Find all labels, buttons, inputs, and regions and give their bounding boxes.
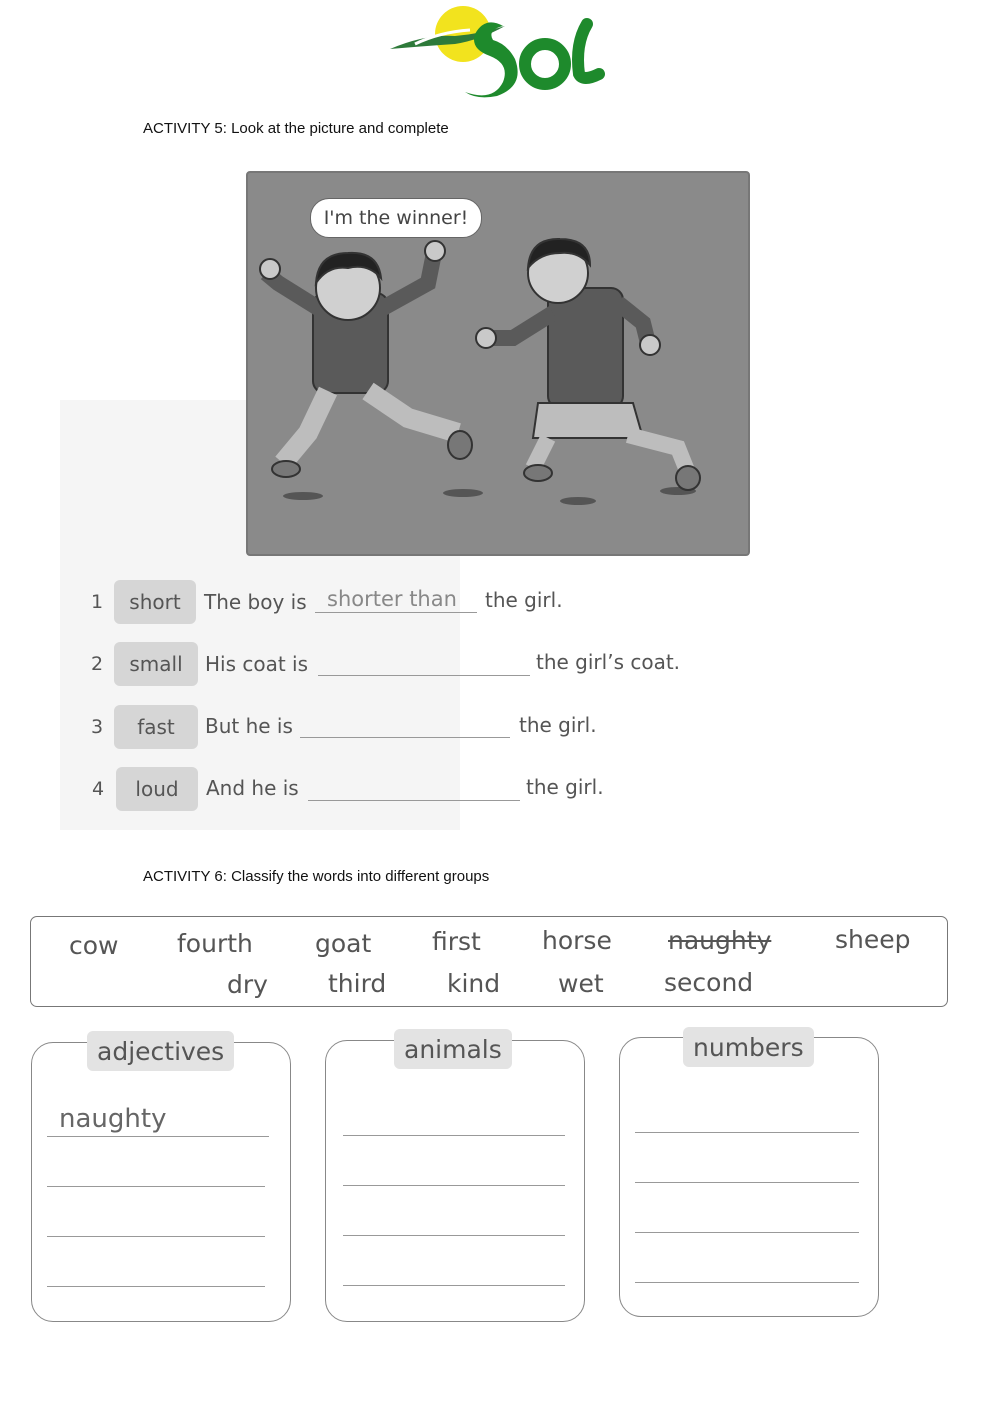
word-bank-item: horse: [542, 926, 612, 955]
animals-group-title: animals: [394, 1029, 512, 1069]
answer-line: [47, 1236, 265, 1237]
answer-line: [343, 1135, 565, 1136]
word-bank-item: first: [432, 927, 481, 956]
adjectives-group-box: [31, 1042, 291, 1322]
sentence-end: the girl.: [519, 713, 597, 737]
sentence-end: the girl.: [485, 588, 563, 612]
adjective-tag: fast: [114, 705, 198, 749]
adjectives-group-title: adjectives: [87, 1031, 234, 1071]
answer-line: [315, 612, 477, 613]
word-bank-item: wet: [558, 969, 604, 998]
group-answer[interactable]: naughty: [59, 1104, 167, 1134]
sentence-start: But he is: [205, 714, 293, 738]
answer-line: [47, 1286, 265, 1287]
adjective-tag: loud: [116, 767, 198, 811]
answer-line: [47, 1186, 265, 1187]
adjective-tag: short: [114, 580, 196, 624]
answer-line: [635, 1182, 859, 1183]
sentence-end: the girl.: [526, 775, 604, 799]
girl-figure: [476, 239, 700, 490]
answer-line: [635, 1282, 859, 1283]
answer-line: [343, 1235, 565, 1236]
word-bank-item: cow: [69, 931, 119, 960]
exercise-number: 1: [90, 591, 104, 613]
answer-line: [343, 1185, 565, 1186]
answer-line: [47, 1136, 269, 1137]
word-bank-item-crossed: naughty: [668, 926, 772, 955]
sentence-start: The boy is: [204, 590, 307, 614]
answer-line: [308, 800, 520, 801]
speech-bubble: I'm the winner!: [310, 198, 482, 238]
answer-line: [318, 675, 530, 676]
sol-logo: [385, 4, 610, 104]
word-bank-item: dry: [227, 970, 268, 999]
sentence-start: His coat is: [205, 652, 309, 676]
word-bank-item: second: [664, 968, 754, 997]
exercise-number: 2: [90, 653, 104, 675]
word-bank-item: kind: [447, 969, 501, 998]
sentence-start: And he is: [206, 776, 299, 800]
sentence-end: the girl’s coat.: [536, 650, 681, 674]
word-bank-item: sheep: [835, 925, 911, 954]
answer-field[interactable]: shorter than: [327, 587, 457, 611]
answer-line: [343, 1285, 565, 1286]
numbers-group-box: [619, 1037, 879, 1317]
exercise-number: 4: [91, 778, 105, 800]
word-bank-item: fourth: [177, 929, 253, 958]
word-bank-item: goat: [315, 929, 372, 958]
adjective-tag: small: [114, 642, 198, 686]
boy-figure: [260, 241, 472, 477]
answer-line: [300, 737, 510, 738]
animals-group-box: [325, 1040, 585, 1322]
answer-line: [635, 1132, 859, 1133]
numbers-group-title: numbers: [683, 1027, 814, 1067]
answer-line: [635, 1232, 859, 1233]
exercise-number: 3: [90, 716, 104, 738]
activity-6-heading: ACTIVITY 6: Classify the words into different groups: [143, 868, 490, 885]
word-bank-item: third: [328, 969, 387, 998]
activity-5-heading: ACTIVITY 5: Look at the picture and complete: [143, 120, 449, 137]
